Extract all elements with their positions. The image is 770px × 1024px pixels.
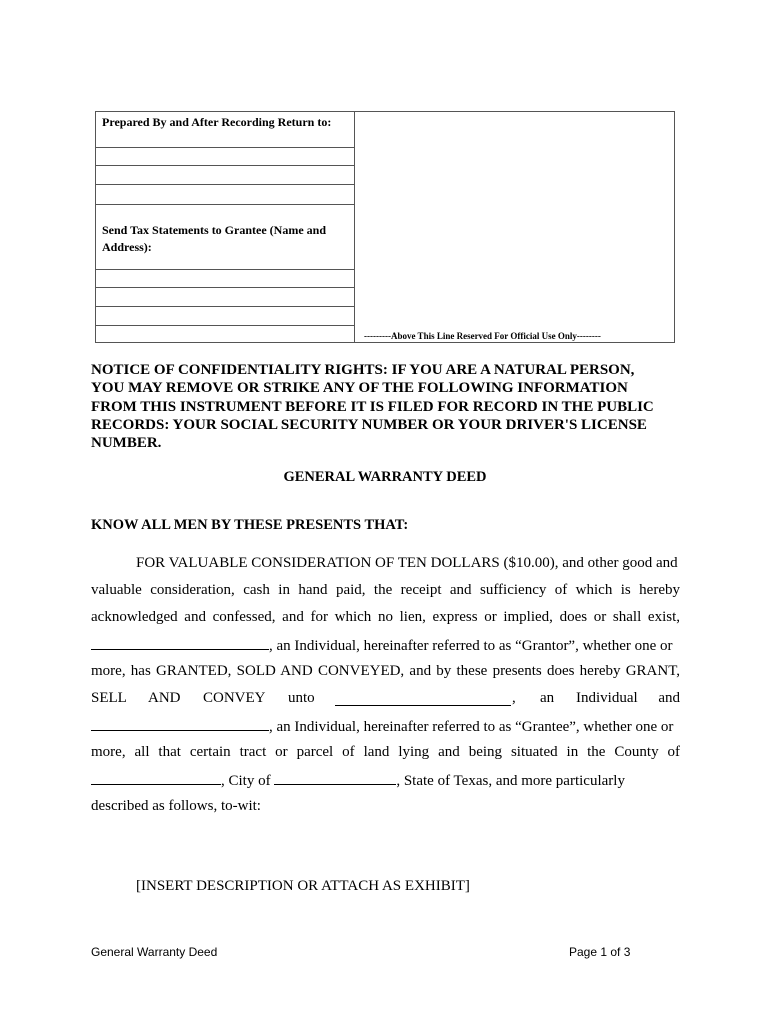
body-line-5: more, has GRANTED, SOLD AND CONVEYED, and by these presents does hereby GRANT, <box>91 663 680 679</box>
grantee-name-blank[interactable] <box>335 692 511 706</box>
tax-address-line-3[interactable] <box>96 306 354 307</box>
prepared-by-label: Prepared By and After Recording Return to: <box>102 115 332 129</box>
second-grantee-blank[interactable] <box>91 717 269 731</box>
unto-word: unto <box>288 690 315 706</box>
state-clause: , State of Texas, and more particularly <box>396 773 625 789</box>
body-line-9 <box>91 771 680 790</box>
comma: , <box>512 690 516 706</box>
tax-address-line-2[interactable] <box>96 287 354 288</box>
return-address-line-1[interactable] <box>96 147 354 148</box>
body-line-7 <box>91 717 680 736</box>
and-word-end: and <box>658 690 680 706</box>
document-title: GENERAL WARRANTY DEED <box>283 469 487 485</box>
grantor-clause: , an Individual, hereinafter referred to as “Grantor”, whether one or <box>269 638 673 654</box>
city-of-text: , City of <box>221 773 271 789</box>
tax-address-line-4[interactable] <box>96 325 354 326</box>
body-line-3: acknowledged and confessed, and for which no lien, express or implied, does or shall exist, <box>91 609 680 625</box>
confidentiality-notice: NOTICE OF CONFIDENTIALITY RIGHTS: IF YOU ARE A NATURAL PERSON, YOU MAY REMOVE OR STRIKE ANY OF THE FOLLOWING INFORMATION FROM THIS INSTRUMENT BEFORE IT IS FILED FOR RECORD IN THE PUBLIC RECORDS: YOUR SOCIAL SECURITY NUMBER OR YOUR DRIVER'S LICENSE NUMBER. <box>91 362 654 452</box>
individual-word: Individual <box>576 690 638 706</box>
grantor-name-blank[interactable] <box>91 636 269 650</box>
body-line-10: described as follows, to-wit: <box>91 798 261 814</box>
body-line-1: FOR VALUABLE CONSIDERATION OF TEN DOLLARS ($10.00), and other good and <box>136 555 678 571</box>
return-address-line-4[interactable] <box>96 204 354 205</box>
recording-header-box <box>95 111 675 343</box>
return-address-line-2[interactable] <box>96 165 354 166</box>
tax-address-line-1[interactable] <box>96 269 354 270</box>
body-line-4 <box>91 636 680 655</box>
page-number: Page 1 of 3 <box>569 945 631 959</box>
know-all-heading: KNOW ALL MEN BY THESE PRESENTS THAT: <box>91 517 409 533</box>
insert-description-placeholder: [INSERT DESCRIPTION OR ATTACH AS EXHIBIT] <box>136 878 470 894</box>
body-line-2: valuable consideration, cash in hand paid, the receipt and sufficiency of which is hereby <box>91 582 680 598</box>
city-blank[interactable] <box>274 771 396 785</box>
body-line-8: more, all that certain tract or parcel of land lying and being situated in the County of <box>91 744 680 760</box>
footer-title: General Warranty Deed <box>91 945 218 959</box>
return-info-column <box>96 112 355 342</box>
official-use-notice: ---------Above This Line Reserved For Official Use Only-------- <box>364 331 601 341</box>
county-blank[interactable] <box>91 771 221 785</box>
an-word: an <box>540 690 555 706</box>
convey-word: CONVEY <box>203 690 266 706</box>
grantee-clause: , an Individual, hereinafter referred to as “Grantee”, whether one or <box>269 719 674 735</box>
return-address-line-3[interactable] <box>96 184 354 185</box>
and-word: AND <box>148 690 181 706</box>
tax-statements-label: Send Tax Statements to Grantee (Name and Address): <box>102 223 326 254</box>
sell-word: SELL <box>91 690 127 706</box>
